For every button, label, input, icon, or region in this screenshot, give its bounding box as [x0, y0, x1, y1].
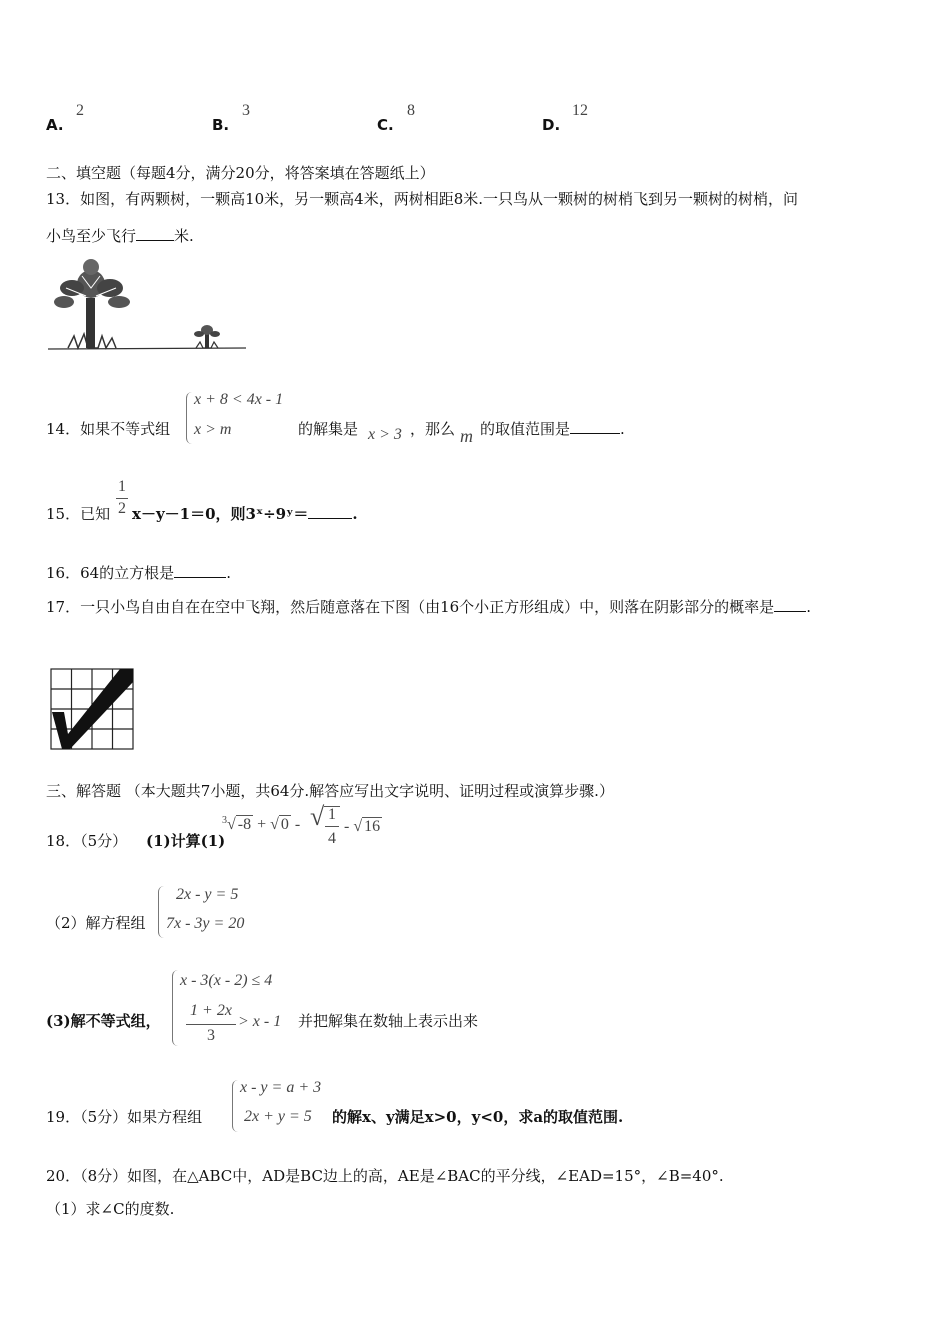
option-value: 3: [242, 102, 250, 119]
option-d: [542, 102, 588, 134]
system-brace: [172, 970, 179, 1046]
q14-suffix: 的取值范围是: [480, 420, 571, 438]
q15-frac-den: 2: [118, 500, 126, 517]
two-trees-figure: [46, 258, 251, 356]
q13-line2-suffix: 米.: [174, 227, 194, 245]
q19-suffix: 的解x、y满足x>0，y<0，求a的取值范围.: [332, 1108, 624, 1126]
q18-label: 18．（5分）: [46, 832, 128, 850]
option-value: 12: [572, 102, 588, 119]
q18-frac-num: 1: [328, 806, 336, 823]
radical-sign-large: √: [310, 802, 325, 831]
q18-frac-den: 4: [328, 830, 336, 847]
minus-sign: -: [344, 818, 350, 835]
option-c: [377, 102, 415, 134]
q18-part1-label: (1)计算(1): [146, 832, 226, 850]
minus-sign: -: [294, 816, 301, 833]
q14-comma-text: ，那么: [410, 420, 456, 438]
q13-line2-prefix: 小鸟至少飞行: [46, 227, 137, 245]
q18-eq2: 7x - 3y = 20: [166, 915, 245, 932]
option-b: [212, 102, 250, 134]
q19-eq1: x - y = a + 3: [240, 1079, 322, 1096]
q13-text: [46, 188, 926, 209]
radical-sign: √: [227, 816, 236, 833]
system-brace: [186, 392, 193, 444]
answer-blank: [570, 419, 620, 434]
q14-middle: 的解集是: [298, 420, 359, 438]
q18-expression: [222, 816, 300, 834]
system-brace: [158, 886, 165, 938]
section3-heading: 三、解答题 （本大题共7小题，共64分.解答应写出文字说明、证明过程或演算步骤.）: [46, 782, 614, 800]
q14-suffix-wrap: 的取值范围是 .: [480, 420, 625, 438]
q18-ineq2-den: 3: [207, 1027, 215, 1044]
plus-sign: +: [257, 816, 267, 833]
q15-frac-num: 1: [118, 478, 126, 495]
q20-line1: 20．（8分）如图，在△ABC中，AD是BC边上的高，AE是∠BAC的平分线，∠EAD=15°，∠B=40°.: [46, 1167, 724, 1185]
answer-blank: [308, 504, 352, 519]
option-letter: C.: [377, 116, 394, 134]
tall-tree-icon: [54, 259, 130, 348]
q17: 17．一只小鸟自由自在在空中飞翔，然后随意落在下图（由16个小正方形组成）中，则落在阴影部分的概率是 .: [46, 598, 811, 616]
answer-blank: [774, 597, 806, 612]
radical-sign: √: [353, 818, 363, 835]
q14-solution: x > 3: [368, 426, 402, 443]
radical-bar: [324, 806, 340, 807]
answer-blank: [174, 563, 226, 578]
fraction-bar: [116, 498, 128, 499]
q18-part3-suffix: 并把解集在数轴上表示出来: [298, 1012, 479, 1030]
fraction-bar: [325, 826, 339, 827]
q18-expression-tail: [344, 818, 382, 836]
q13-line2: [46, 225, 194, 246]
option-value: 8: [407, 102, 415, 119]
q15-prefix: 15．已知: [46, 505, 111, 523]
option-a: [46, 102, 84, 134]
q18-part3-label: (3)解不等式组，: [46, 1012, 161, 1030]
q18-eq1: 2x - y = 5: [176, 886, 239, 903]
option-letter: D.: [542, 116, 561, 134]
q16-text: 16．64的立方根是: [46, 564, 175, 582]
system-brace: [232, 1080, 239, 1132]
q14-ineq1: x + 8 < 4x - 1: [194, 391, 284, 408]
cube-index: 3: [222, 815, 227, 826]
q15-equation: x－y－1＝0，则3ˣ÷9ʸ＝: [132, 505, 309, 523]
grid-figure: [50, 668, 136, 752]
short-tree-icon: [194, 325, 220, 348]
option-letter: A.: [46, 116, 64, 134]
q18-ineq2-rest: > x - 1: [238, 1013, 282, 1030]
section2-heading: 二、填空题（每题4分，满分20分，将答案填在答题纸上）: [46, 164, 435, 182]
q18-part2-label: （2）解方程组: [46, 914, 146, 932]
q14-prefix: 14．如果不等式组: [46, 420, 171, 438]
option-letter: B.: [212, 116, 230, 134]
answer-blank: [136, 226, 174, 241]
radicand-2: 0: [280, 816, 289, 833]
option-value: 2: [76, 102, 84, 119]
radicand-3: 16: [364, 818, 381, 835]
q19-label: 19．（5分）如果方程组: [46, 1108, 203, 1126]
q18-ineq1: x - 3(x - 2) ≤ 4: [180, 972, 273, 989]
q13-line1: 13．如图，有两颗树，一颗高10米，另一颗高4米，两树相距8米.一只鸟从一颗树的树梢飞到另一颗树的树梢，问: [46, 190, 799, 208]
radical-sign: √: [270, 816, 279, 833]
q17-text: 17．一只小鸟自由自在在空中飞翔，然后随意落在下图（由16个小正方形组成）中，则落在阴影部分的概率是: [46, 598, 775, 616]
q14-ineq2: x > m: [194, 421, 232, 438]
q14-var-m: m: [460, 426, 473, 446]
q20-line2: （1）求∠C的度数.: [46, 1200, 175, 1218]
q16: 16．64的立方根是 .: [46, 564, 231, 582]
radicand-1: -8: [237, 816, 252, 833]
q18-ineq2-num: 1 + 2x: [190, 1002, 232, 1019]
q15-equation-wrap: x－y－1＝0，则3ˣ÷9ʸ＝ .: [132, 505, 358, 523]
q19-eq2: 2x + y = 5: [244, 1108, 312, 1125]
fraction-bar: [186, 1024, 236, 1025]
